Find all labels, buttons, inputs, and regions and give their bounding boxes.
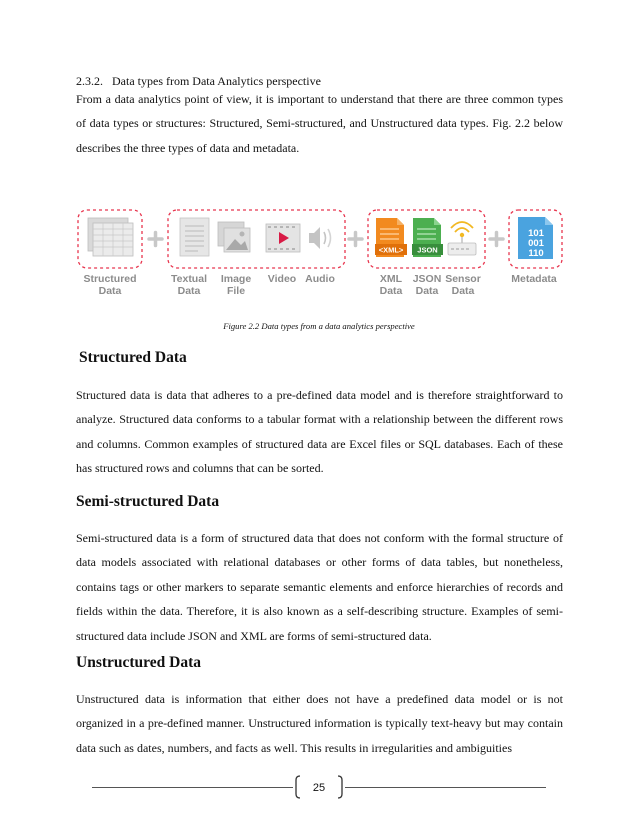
audio-icon [309, 227, 331, 249]
data-types-figure [76, 207, 568, 303]
footer-rule-left [92, 787, 293, 788]
semi-structured-heading: Semi-structured Data [76, 493, 220, 510]
sensor-icon [448, 222, 476, 255]
label-structured-data: Data [98, 285, 122, 297]
figure-caption: Figure 2.2 Data types from a data analytics perspective [223, 321, 415, 331]
section-number: 2.3.2. [76, 74, 103, 88]
label-sensor: Sensor [445, 273, 481, 285]
plus-icon [349, 233, 362, 246]
binary-line-1: 101 [528, 228, 544, 239]
json-file-icon [412, 218, 443, 257]
intro-paragraph: From a data analytics point of view, it is important to understand that there are three common types of data types or structures: Structured, Semi-structured, and Unstructured data types. Fig. 2.2 below describes the three types of data and metadata. [76, 92, 563, 155]
label-audio: Audio [305, 273, 335, 285]
page-number: 25 [312, 782, 326, 794]
image-file-icon [218, 222, 250, 252]
label-sensor-data: Data [451, 285, 475, 297]
label-video: Video [267, 273, 297, 285]
binary-line-2: 001 [528, 238, 544, 249]
xml-icon-label: <XML> [378, 245, 404, 255]
label-textual-data: Data [177, 285, 201, 297]
plus-icon [490, 233, 503, 246]
video-icon [266, 224, 300, 252]
spreadsheet-icon [88, 218, 133, 256]
right-brace-icon [337, 775, 343, 799]
unstructured-paragraph: Unstructured data is information that either does not have a predefined data model or is not organized in a pre-defined manner. Unstructured information is typically text-heavy but may contain data such as dates, numbers, and facts as well. This results in irregularities and ambiguities [76, 692, 563, 755]
section-title: Data types from Data Analytics perspective [112, 74, 321, 88]
text-document-icon [180, 218, 209, 256]
label-metadata: Metadata [511, 273, 557, 285]
section-heading [76, 74, 321, 88]
unstructured-heading: Unstructured Data [76, 654, 201, 671]
plus-icon [149, 233, 162, 246]
footer-rule-right [345, 787, 546, 788]
label-json: JSON [412, 273, 442, 285]
binary-line-3: 110 [528, 248, 544, 259]
structured-heading: Structured Data [79, 349, 187, 366]
label-image: Image [220, 273, 252, 285]
label-textual: Textual [171, 273, 207, 285]
structured-paragraph: Structured data is data that adheres to a pre-defined data model and is therefore straightforward to analyze. Structured data conforms to a tabular format with a relationship between the different rows and columns. Common examples of structured data are Excel files or SQL databases. Each of these has structured rows and columns that can be sorted. [76, 388, 563, 476]
label-xml: XML [379, 273, 403, 285]
label-xml-data: Data [379, 285, 403, 297]
xml-file-icon [375, 218, 407, 257]
label-image-file: File [226, 285, 246, 297]
semi-structured-paragraph: Semi-structured data is a form of structured data that does not conform with the formal structure of data models associated with relational databases or other forms of data tables, but nonetheless, contains tags or other markers to separate semantic elements and enforce hierarchies of records and fields within the data. Therefore, it is also known as a self-describing structure. Examples of semi-structured data include JSON and XML are forms of semi-structured data. [76, 531, 563, 643]
json-icon-label: JSON [417, 245, 438, 255]
label-json-data: Data [415, 285, 439, 297]
label-structured: Structured [83, 273, 137, 285]
metadata-binary-icon [518, 217, 553, 259]
